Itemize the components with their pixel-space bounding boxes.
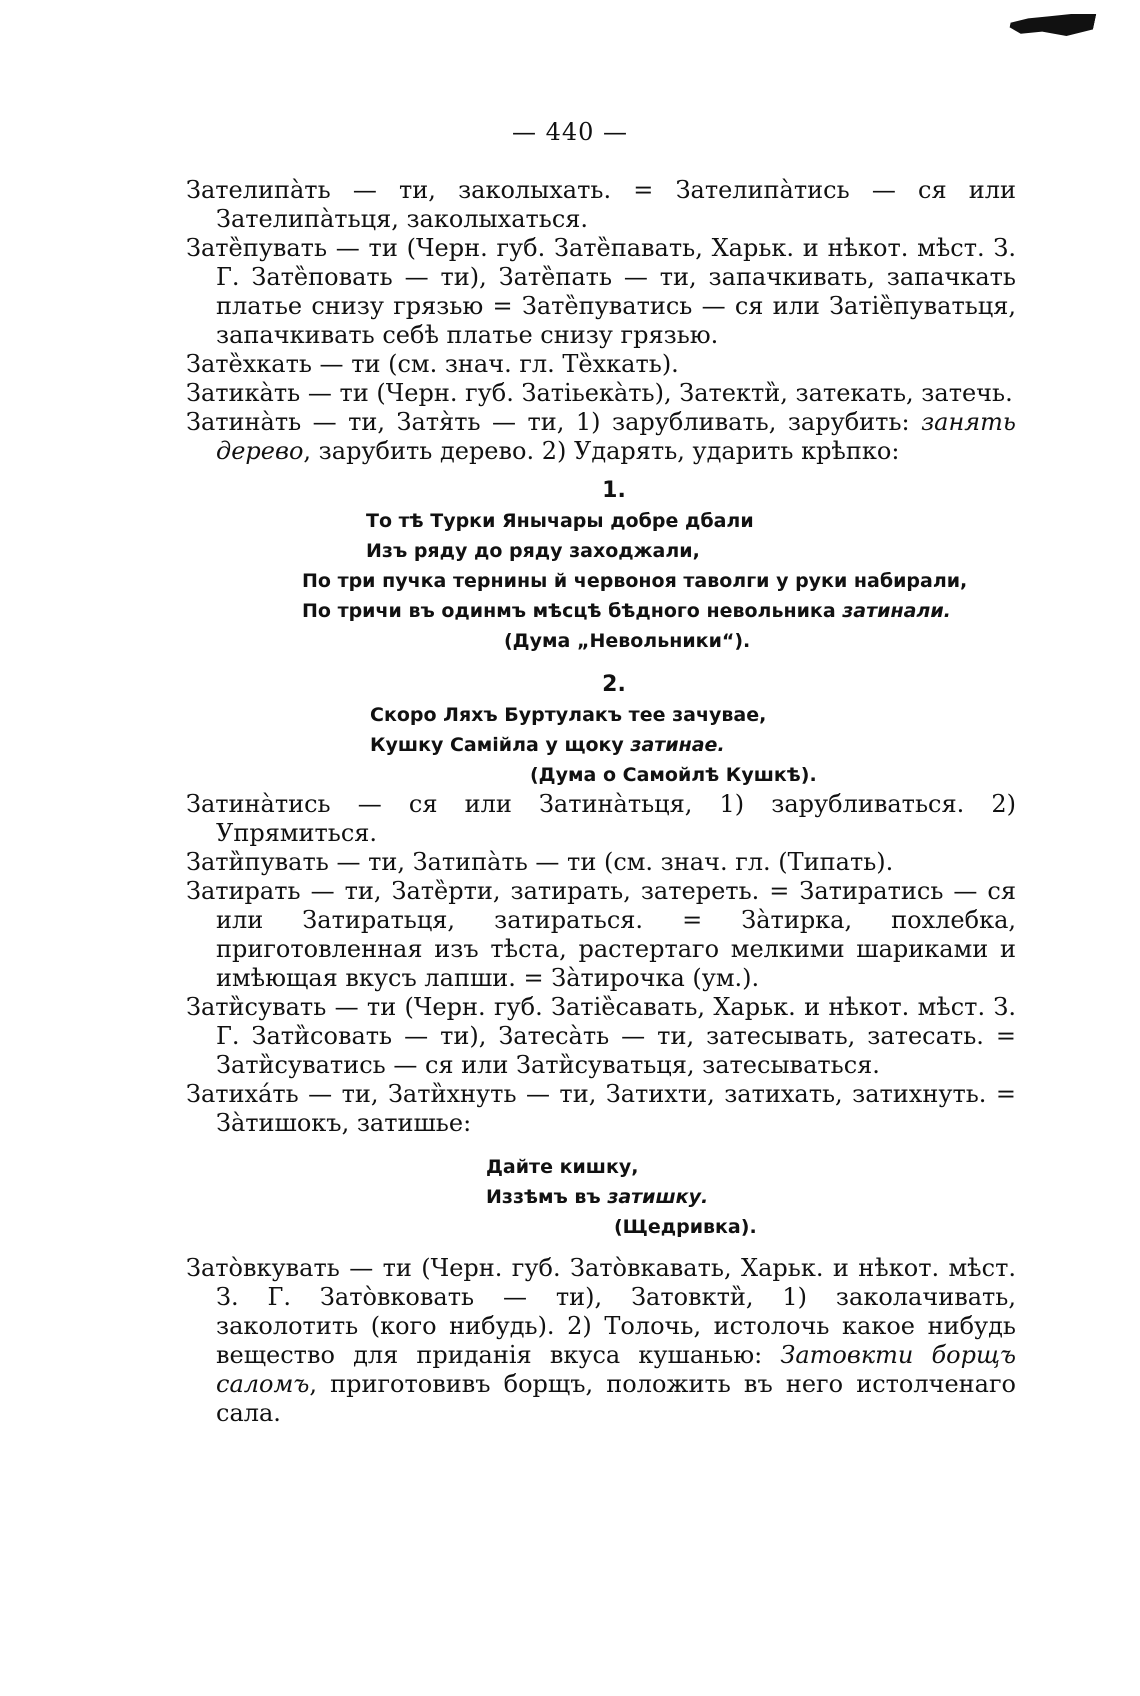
ink-blot-mark xyxy=(1008,14,1097,36)
verse-line: То тѣ Турки Янычары добре дбали xyxy=(366,510,754,532)
verse-text: Иззѣмъ въ xyxy=(486,1186,608,1208)
verse-emphasis: затишку. xyxy=(607,1186,709,1208)
entry-text: , зарубить дерево. 2) Ударять, ударить крѣпко: xyxy=(303,437,900,465)
verse-emphasis: затинали. xyxy=(842,600,951,622)
dictionary-entry: Зате̏пувать — ти (Черн. губ. Зате̏павать, Харьк. и нѣкот. мѣст. З. Г. Зате̏повать — ти), Зате̏пать — ти, запачкивать, запачкать платье снизу грязью = Зате̏пуватись — ся или Затіе̏пуватьця, запачкивать себѣ платье снизу грязью. xyxy=(186,234,1016,349)
verse-line: Изъ ряду до ряду заходжали, xyxy=(366,540,700,562)
verse-line: По три пучка тернины й червоноя таволги у руки набирали, xyxy=(302,570,968,592)
verse-text: По тричи въ одинмъ мѣсцѣ бѣдного невольника xyxy=(302,600,843,622)
page-number: — 440 — xyxy=(511,118,629,146)
dictionary-entry: Зати̏пувать — ти, Затипа̀ть — ти (см. знач. гл. (Типать). xyxy=(186,848,894,876)
verse-source: (Дума о Самойлѣ Кушкѣ). xyxy=(530,764,817,786)
dictionary-entry: Затирать — ти, Зате̏рти, затирать, затереть. = Затиратись — ся или Затиратьця, затираться. = За̀тирка, похлебка, приготовленная изъ тѣста, растертаго мелкими шариками и имѣющая вкусъ лапши. = За̀тирочка (ум.). xyxy=(186,877,1016,992)
verse-line xyxy=(186,1182,1016,1212)
stanza-number: 1. xyxy=(602,478,626,503)
dictionary-entry: Затина̀тись — ся или Затина̀тьця, 1) зарубливаться. 2) Упрямиться. xyxy=(186,790,1016,847)
entry-text: Затина̀ть — ти, Затя̀ть — ти, 1) зарубливать, зарубить: xyxy=(186,408,922,436)
entry-example: занять дерево xyxy=(216,408,1016,465)
dictionary-entry: Зати̏сувать — ти (Черн. губ. Затіе̏савать, Харьк. и нѣкот. мѣст. З. Г. Зати̏совать — ти), Затеса̀ть — ти, затесывать, затесать. = Зати̏суватись — ся или Зати̏суватьця, затесываться. xyxy=(186,993,1016,1079)
verse-line: Скоро Ляхъ Буртулакъ тее зачувае, xyxy=(370,704,767,726)
verse-quote-1 xyxy=(186,476,1016,656)
stanza-number: 2. xyxy=(602,672,626,697)
verse-quote-3 xyxy=(186,1152,1016,1242)
entry-text: , приготовивъ борщъ, положить въ него истолченаго сала. xyxy=(216,1370,1016,1427)
verse-source: (Щедривка). xyxy=(614,1216,757,1238)
dictionary-entry: Затиха́ть — ти, Зати̏хнуть — ти, Затихти, затихать, затихнуть. = За̀тишокъ, затишье: xyxy=(186,1080,1016,1137)
dictionary-entry xyxy=(186,408,1016,466)
dictionary-entry: Зателипа̀ть — ти, заколыхать. = Зателипа̀тись — ся или Зателипа̀тьця, заколыхаться. xyxy=(186,176,1016,233)
verse-text: Кушку Самійла у щоку xyxy=(370,734,631,756)
dictionary-entry: Затика̀ть — ти (Черн. губ. Затіьека̀ть), Затекти̏, затекать, затечь. xyxy=(186,379,1013,407)
verse-line xyxy=(186,596,1016,626)
entry-text: Зато̀вкувать — ти (Черн. губ. Зато̀вкавать, Харьк. и нѣкот. мѣст. З. Г. Зато̀вковать — ти), Затовкти̏, 1) заколачивать, заколотить (кого нибудь). 2) Толочь, истолочь какое нибудь вещество для приданія вкуса кушанью: xyxy=(186,1254,1016,1369)
entry-example: Затовкти борщъ саломъ xyxy=(216,1341,1017,1398)
dictionary-column xyxy=(186,176,1016,1428)
verse-source: (Дума „Невольники“). xyxy=(504,630,751,652)
dictionary-entry: Зате̏хкать — ти (см. знач. гл. Те̏хкать). xyxy=(186,350,679,378)
verse-quote-2 xyxy=(186,670,1016,790)
dictionary-entry xyxy=(186,1254,1016,1428)
verse-emphasis: затинае. xyxy=(630,734,725,756)
verse-line: Дайте кишку, xyxy=(486,1156,639,1178)
verse-line xyxy=(186,730,1016,760)
